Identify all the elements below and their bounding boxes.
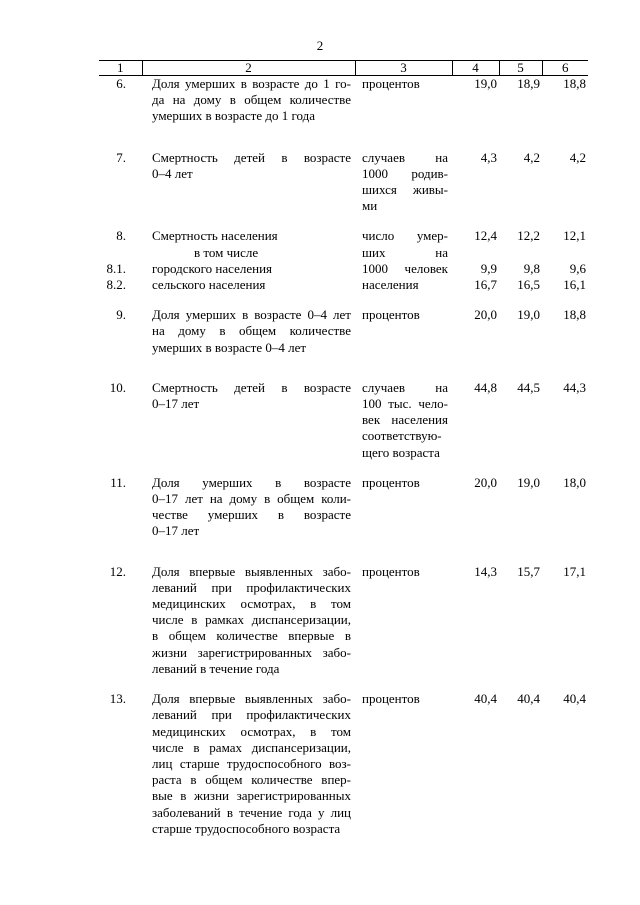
value-year-2: 44,5 bbox=[517, 379, 540, 395]
col-header-5: 5 bbox=[499, 61, 542, 76]
unit: число умер- ших на 1000 человек населения bbox=[362, 228, 448, 293]
table-row bbox=[99, 380, 588, 461]
value-year-3: 18,0 bbox=[563, 474, 586, 490]
indicator-name: Смертность детей в возрасте 0–4 лет bbox=[152, 149, 351, 181]
table-row bbox=[99, 307, 588, 356]
page-number: 2 bbox=[316, 38, 324, 53]
table-row bbox=[99, 475, 588, 540]
unit: случаев на 1000 родив- шихся живы- ми bbox=[362, 149, 448, 214]
row-number: 6. bbox=[116, 76, 126, 91]
table-row bbox=[99, 564, 588, 677]
row-number: 10. bbox=[109, 379, 126, 395]
col-header-6: 6 bbox=[542, 61, 588, 76]
value-year-1: 4,3 bbox=[480, 149, 497, 165]
value-year-2: 18,9 bbox=[517, 76, 540, 91]
value-year-3: 12,1 9,6 16,1 bbox=[563, 228, 586, 292]
unit: процентов bbox=[362, 307, 420, 323]
value-year-2: 12,2 9,8 16,5 bbox=[517, 228, 540, 292]
row-number: 11. bbox=[110, 474, 126, 490]
column-number-header bbox=[99, 61, 588, 76]
value-year-1: 40,4 bbox=[474, 691, 497, 707]
indicator-name: Доля умерших в возрасте 0–17 лет на дому в общем коли- честве умерших в возрасте 0–17 лет bbox=[152, 474, 351, 539]
unit: процентов bbox=[362, 76, 420, 91]
col-header-2: 2 bbox=[142, 61, 355, 76]
table-row bbox=[99, 150, 588, 215]
unit: процентов bbox=[362, 563, 420, 579]
value-year-1: 14,3 bbox=[474, 563, 497, 579]
value-year-2: 19,0 bbox=[517, 307, 540, 323]
indicator-name: Смертность населения в том числе городского населения сельского населения bbox=[142, 228, 355, 293]
col-header-4: 4 bbox=[452, 61, 499, 76]
value-year-1: 20,0 bbox=[474, 307, 497, 323]
indicators-table bbox=[99, 60, 588, 837]
table-row bbox=[99, 76, 588, 125]
row-number: 9. bbox=[116, 307, 126, 323]
value-year-3: 18,8 bbox=[563, 76, 586, 91]
indicator-name: Доля впервые выявленных забо- леваний при профилактических медицинских осмотрах, в том числе в рамах диспансеризации, лиц старше трудоспособного воз- раста в общем количестве впер- вые в жизни зарегистрированных заболеваний в течение года у лиц старше трудоспособного возраста bbox=[152, 691, 351, 836]
value-year-3: 44,3 bbox=[563, 379, 586, 395]
col-header-3: 3 bbox=[355, 61, 452, 76]
indicator-name: Смертность детей в возрасте 0–17 лет bbox=[152, 379, 351, 412]
unit: процентов bbox=[362, 474, 420, 490]
value-year-3: 17,1 bbox=[563, 563, 586, 579]
value-year-3: 4,2 bbox=[569, 149, 586, 165]
value-year-1: 19,0 bbox=[474, 76, 497, 91]
value-year-2: 15,7 bbox=[517, 563, 540, 579]
unit: процентов bbox=[362, 691, 420, 707]
value-year-3: 18,8 bbox=[563, 307, 586, 323]
indicator-name: Доля умерших в возрасте 0–4 лет на дому в общем количестве умерших в возрасте 0–4 лет bbox=[152, 307, 351, 355]
col-header-1: 1 bbox=[99, 61, 142, 76]
value-year-2: 19,0 bbox=[517, 474, 540, 490]
value-year-2: 40,4 bbox=[517, 691, 540, 707]
row-number: 8. 8.1. 8.2. bbox=[106, 228, 126, 292]
table-row bbox=[99, 691, 588, 837]
value-year-3: 40,4 bbox=[563, 691, 586, 707]
indicator-name: Доля впервые выявленных забо- леваний при профилактических медицинских осмотрах, в том числе в рамках диспансеризации, в общем количестве впервые в жизни зарегистрированных забо- леваний в течение года bbox=[152, 563, 351, 676]
value-year-1: 20,0 bbox=[474, 474, 497, 490]
row-number: 7. bbox=[116, 149, 126, 165]
sub-label: в том числе bbox=[194, 244, 259, 260]
value-year-1: 44,8 bbox=[474, 379, 497, 395]
row-number: 13. bbox=[109, 691, 126, 707]
table-row bbox=[99, 228, 588, 293]
unit: случаев на 100 тыс. чело- век населения соответствую- щего возраста bbox=[362, 379, 448, 460]
value-year-1: 12,4 9,9 16,7 bbox=[474, 228, 497, 292]
indicator-name: Доля умерших в возрасте до 1 го- да на дому в общем количестве умерших в возрасте до 1 года bbox=[152, 76, 351, 124]
value-year-2: 4,2 bbox=[523, 149, 540, 165]
row-number: 12. bbox=[109, 563, 126, 579]
